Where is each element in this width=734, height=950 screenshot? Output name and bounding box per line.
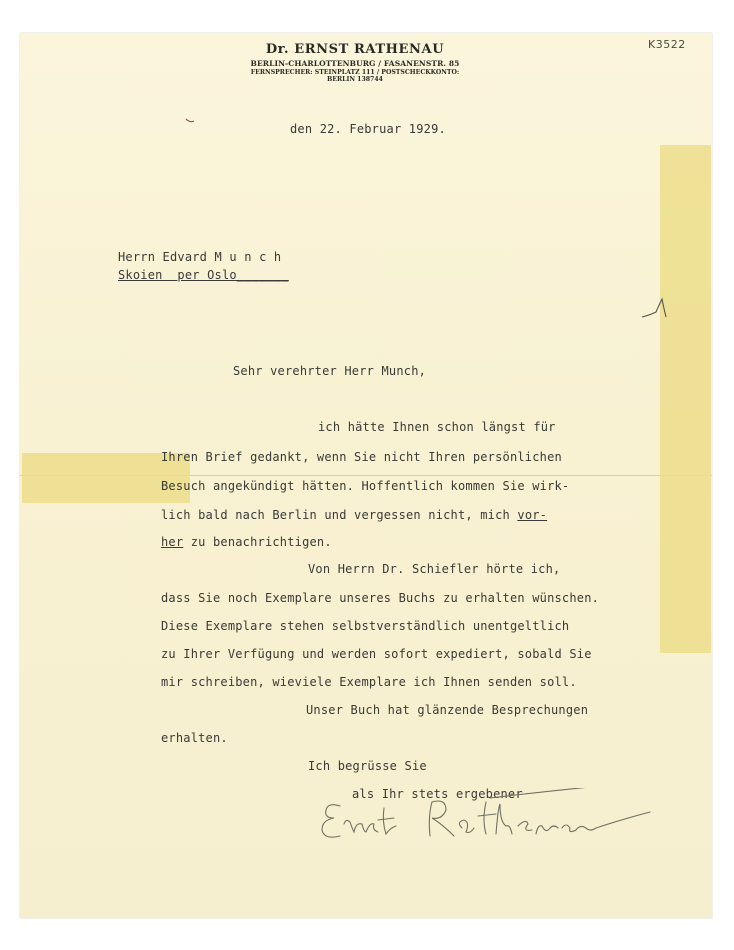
body-text: zu benachrichtigen. bbox=[183, 535, 332, 549]
archive-number: K3522 bbox=[648, 38, 686, 51]
body-line: Besuch angekündigt hätten. Hoffentlich kommen Sie wirk- bbox=[161, 479, 570, 493]
body-line: zu Ihrer Verfügung und werden sofort expediert, sobald Sie bbox=[161, 647, 592, 661]
body-text: lich bald nach Berlin und vergessen nicht, mich bbox=[161, 508, 518, 522]
body-line: ich hätte Ihnen schon längst für bbox=[318, 420, 556, 434]
body-line: Diese Exemplare stehen selbstverständlich unentgeltlich bbox=[161, 619, 570, 633]
body-line: mir schreiben, wieviele Exemplare ich Ihnen senden soll. bbox=[161, 675, 577, 689]
letter-page bbox=[20, 33, 712, 918]
underlined-text: her bbox=[161, 535, 184, 549]
pencil-margin-mark-icon bbox=[640, 295, 680, 325]
letterhead bbox=[225, 42, 485, 83]
body-line: Ihren Brief gedankt, wenn Sie nicht Ihren persönlichen bbox=[161, 450, 562, 464]
ink-tick-icon bbox=[185, 118, 195, 124]
letterhead-address: BERLIN-CHARLOTTENBURG / FASANENSTR. 85 bbox=[250, 59, 460, 68]
letterhead-account: BERLIN 138744 bbox=[327, 76, 383, 83]
recipient-name: Herrn Edvard M u n c h bbox=[118, 250, 282, 264]
body-line: Von Herrn Dr. Schiefler hörte ich, bbox=[308, 562, 561, 576]
underlined-text: vor- bbox=[517, 508, 548, 522]
letter-date: den 22. Februar 1929. bbox=[290, 122, 446, 136]
letterhead-name: Dr. ERNST RATHENAU bbox=[265, 42, 445, 57]
adhesive-tape-right bbox=[660, 145, 711, 653]
recipient-address: Skoien per Oslo_______ bbox=[118, 268, 289, 282]
letterhead-phone: FERNSPRECHER: STEINPLATZ 111 / POSTSCHECKKONTO: bbox=[250, 69, 460, 76]
closing-valediction: als Ihr stets ergebener bbox=[352, 787, 523, 801]
salutation: Sehr verehrter Herr Munch, bbox=[233, 364, 427, 378]
body-line bbox=[161, 508, 547, 522]
body-line: dass Sie noch Exemplare unseres Buchs zu erhalten wünschen. bbox=[161, 591, 600, 605]
closing-greeting: Ich begrüsse Sie bbox=[308, 759, 427, 773]
body-line bbox=[161, 535, 332, 549]
handwritten-signature bbox=[300, 788, 660, 848]
body-line: Unser Buch hat glänzende Besprechungen bbox=[306, 703, 589, 717]
body-line: erhalten. bbox=[161, 731, 228, 745]
